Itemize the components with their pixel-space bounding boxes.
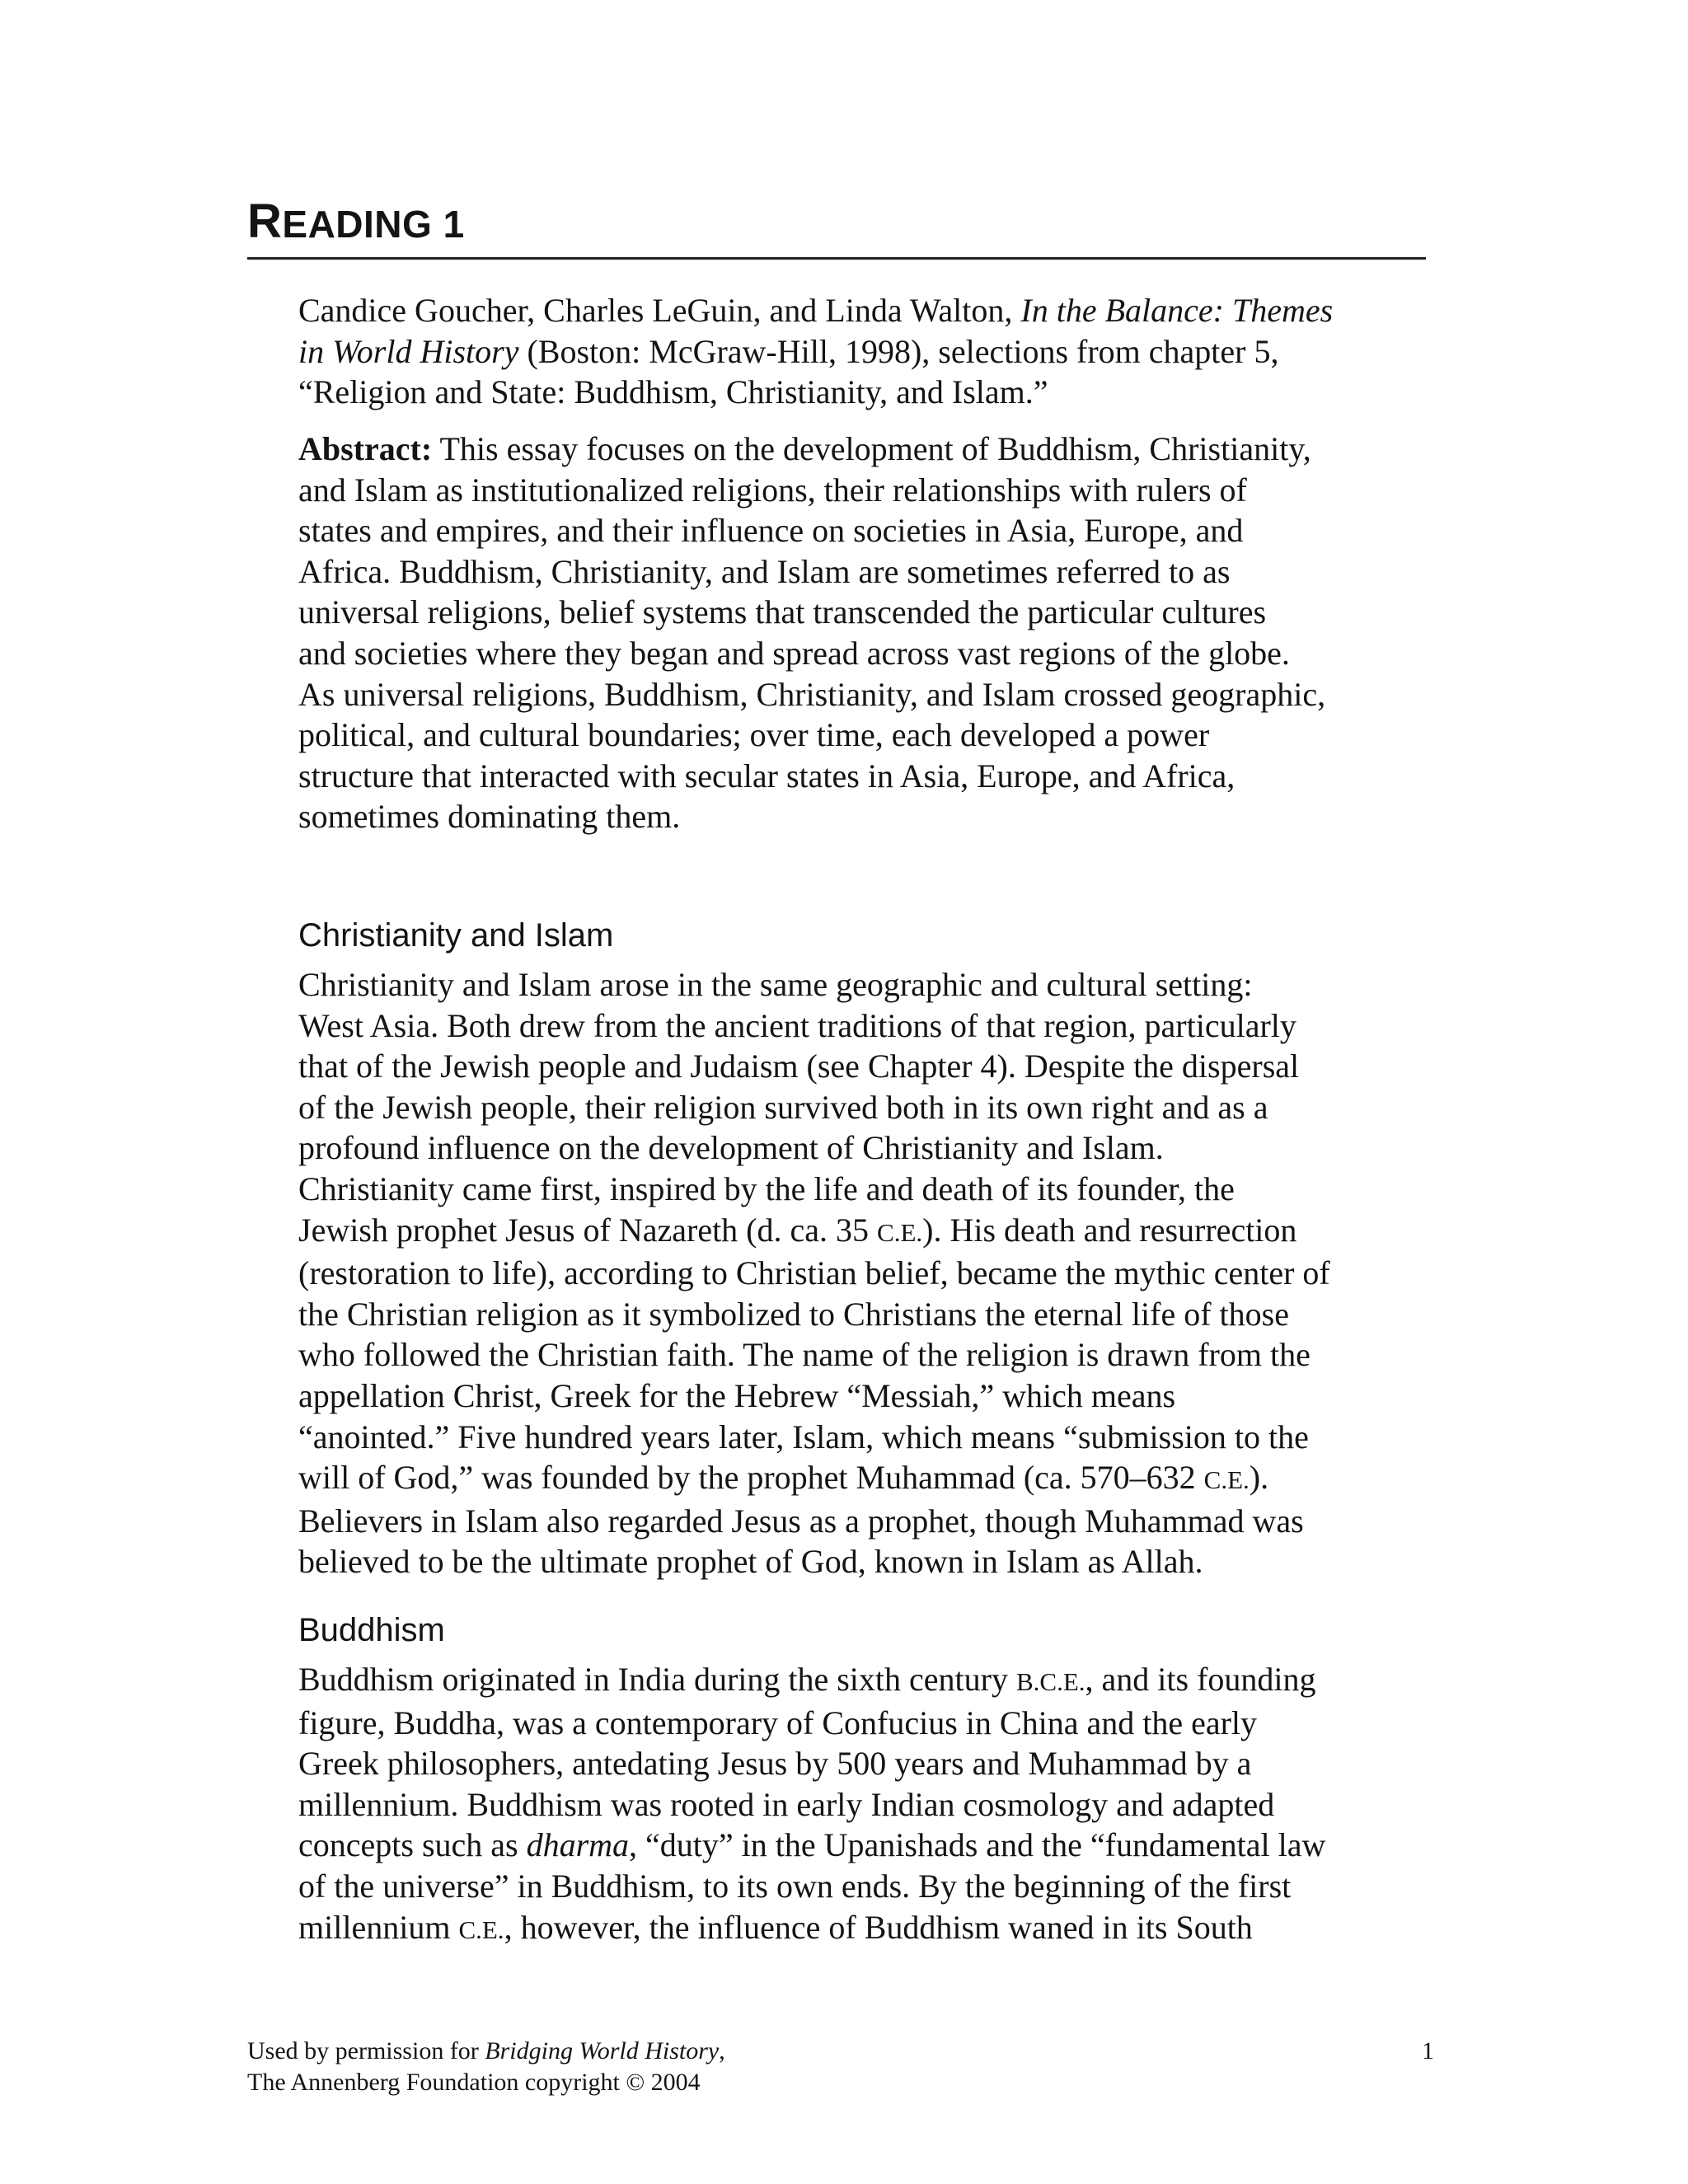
body-text: ). His death and resurrection: [922, 1211, 1297, 1249]
body-line: Christianity came first, inspired by the life and death of its founder, the: [298, 1169, 1235, 1207]
title-underline: [247, 257, 1426, 260]
body-line: of the Jewish people, their religion survived both in its own right and as a: [298, 1088, 1268, 1126]
page-footer: [247, 2036, 1434, 2098]
body-line: who followed the Christian faith. The name of the religion is drawn from the: [298, 1336, 1311, 1374]
footer-source-title: Bridging World History: [485, 2037, 720, 2064]
body-line: [298, 1825, 1452, 1866]
citation: [298, 290, 1452, 413]
body-text: Jewish prophet Jesus of Nazareth (d. ca. 35: [298, 1211, 878, 1249]
body-text: will of God,” was founded by the prophet Muhammad (ca. 570–632: [298, 1459, 1204, 1497]
body-text: ).: [1249, 1459, 1269, 1497]
footer-copyright: The Annenberg Foundation copyright © 2004: [247, 2069, 701, 2096]
body-text: , “duty” in the Upanishads and the “fundamental law: [629, 1826, 1326, 1864]
body-line: (restoration to life), according to Christian belief, became the mythic center of: [298, 1254, 1330, 1292]
body-line: appellation Christ, Greek for the Hebrew “Messiah,” which means: [298, 1376, 1176, 1414]
citation-book-title: In the Balance: Themes: [1020, 292, 1334, 329]
body-line: believed to be the ultimate prophet of God, known in Islam as Allah.: [298, 1543, 1203, 1581]
body-line: profound influence on the development of Christianity and Islam.: [298, 1129, 1164, 1167]
section-body-christianity: [298, 964, 1452, 1582]
abstract-line: As universal religions, Buddhism, Christianity, and Islam crossed geographic,: [298, 675, 1326, 713]
body-line: millennium. Buddhism was rooted in early Indian cosmology and adapted: [298, 1785, 1275, 1823]
page-number: 1: [1422, 2037, 1434, 2064]
abstract-line: sometimes dominating them.: [298, 798, 681, 836]
section-heading-buddhism: Buddhism: [298, 1612, 445, 1648]
citation-chapter: “Religion and State: Buddhism, Christianity, and Islam.”: [298, 373, 1048, 411]
citation-book-title-cont: in World History: [298, 332, 519, 370]
body-line: “anointed.” Five hundred years later, Islam, which means “submission to the: [298, 1418, 1309, 1455]
abstract-label: Abstract:: [298, 430, 433, 467]
body-text: , however, the influence of Buddhism waned in its South: [504, 1908, 1253, 1946]
body-line: Greek philosophers, antedating Jesus by 500 years and Muhammad by a: [298, 1745, 1252, 1783]
body-line: figure, Buddha, was a contemporary of Confucius in China and the early: [298, 1704, 1258, 1741]
abstract-line: universal religions, belief systems that transcended the particular cultures: [298, 593, 1267, 631]
era-abbrev: C.E.: [458, 1915, 504, 1944]
body-line: West Asia. Both drew from the ancient traditions of that region, particularly: [298, 1006, 1296, 1044]
footer-permission: [247, 2036, 1434, 2067]
body-text: Buddhism originated in India during the sixth century: [298, 1661, 1016, 1698]
section-body-buddhism: [298, 1659, 1452, 1950]
body-line: [298, 1907, 1452, 1951]
term-dharma: dharma: [526, 1826, 630, 1864]
era-abbrev: B.C.E.: [1015, 1667, 1085, 1696]
body-line: of the universe” in Buddhism, to its own ends. By the beginning of the first: [298, 1867, 1292, 1905]
abstract-line: Africa. Buddhism, Christianity, and Islam are sometimes referred to as: [298, 552, 1231, 590]
section-heading-christianity: Christianity and Islam: [298, 917, 614, 954]
title-initial: R: [247, 194, 283, 248]
abstract-line: states and empires, and their influence on societies in Asia, Europe, and: [298, 512, 1244, 550]
reading-title: [247, 194, 1426, 248]
era-abbrev: C.E.: [1203, 1465, 1250, 1495]
abstract-text: This essay focuses on the development of Buddhism, Christianity,: [432, 430, 1311, 467]
body-line: the Christian religion as it symbolized to Christians the eternal life of those: [298, 1295, 1289, 1333]
title-rest: EADING 1: [282, 203, 465, 246]
body-line: Believers in Islam also regarded Jesus as a prophet, though Muhammad was: [298, 1502, 1304, 1540]
era-abbrev: C.E.: [877, 1217, 923, 1247]
body-line: Christianity and Islam arose in the same geographic and cultural setting:: [298, 966, 1253, 1003]
body-line: that of the Jewish people and Judaism (see Chapter 4). Despite the dispersal: [298, 1047, 1300, 1085]
abstract-line: political, and cultural boundaries; over time, each developed a power: [298, 716, 1210, 754]
footer-text: Used by permission for: [247, 2037, 485, 2064]
citation-authors: Candice Goucher, Charles LeGuin, and Linda Walton,: [298, 292, 1021, 329]
footer-text: ,: [719, 2037, 725, 2064]
abstract: [298, 429, 1452, 837]
body-text: concepts such as: [298, 1826, 527, 1864]
citation-publisher: (Boston: McGraw-Hill, 1998), selections from chapter 5,: [518, 332, 1279, 370]
abstract-line: and Islam as institutionalized religions, their relationships with rulers of: [298, 471, 1247, 509]
body-line: [298, 1457, 1452, 1501]
abstract-line: and societies where they began and spread across vast regions of the globe.: [298, 634, 1290, 672]
abstract-line: structure that interacted with secular states in Asia, Europe, and Africa,: [298, 757, 1236, 794]
body-text: millennium: [298, 1908, 459, 1946]
body-line: [298, 1210, 1452, 1254]
body-line: [298, 1659, 1452, 1703]
body-text: , and its founding: [1085, 1661, 1316, 1698]
